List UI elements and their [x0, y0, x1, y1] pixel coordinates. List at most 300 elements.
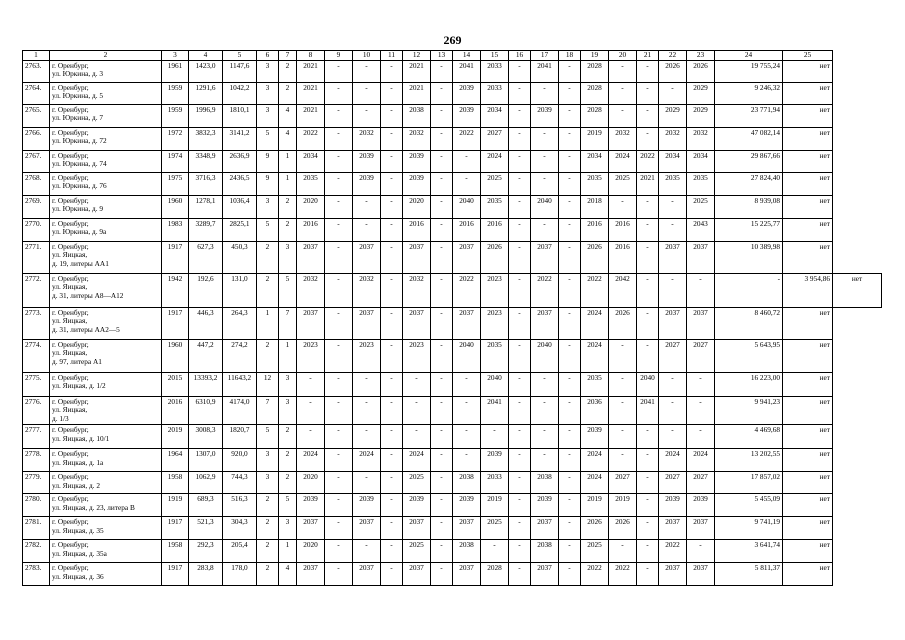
- table-cell: 2020: [403, 195, 431, 218]
- table-cell: 2037: [453, 563, 481, 586]
- table-cell: -: [381, 372, 403, 396]
- table-cell: 2016: [162, 396, 189, 425]
- address-cell: г. Оренбург, ул. Яицкая, д. 1а: [50, 449, 162, 472]
- table-row: [23, 172, 882, 195]
- table-cell: 1919: [162, 494, 189, 517]
- table-cell: 2039: [531, 494, 559, 517]
- table-cell: -: [531, 449, 559, 472]
- table-cell: -: [431, 273, 453, 307]
- table-cell: -: [637, 307, 659, 339]
- table-row: [23, 563, 882, 586]
- table-cell: -: [325, 195, 353, 218]
- table-cell: 3832,3: [189, 127, 223, 150]
- table-cell: -: [509, 150, 531, 172]
- table-cell: -: [509, 104, 531, 127]
- table-cell: -: [353, 540, 381, 563]
- table-cell: 2032: [353, 127, 381, 150]
- table-cell: -: [509, 472, 531, 494]
- column-number-cell: 13: [431, 51, 453, 61]
- table-cell: 1917: [162, 241, 189, 273]
- column-number-cell: 21: [637, 51, 659, 61]
- table-cell: 2032: [659, 127, 687, 150]
- table-cell: 2039: [687, 494, 715, 517]
- table-cell: 2035: [481, 339, 509, 372]
- table-cell: нет: [783, 494, 833, 517]
- table-cell: 2037: [353, 307, 381, 339]
- table-cell: 2025: [481, 172, 509, 195]
- table-cell: 2024: [403, 449, 431, 472]
- table-cell: 2037: [297, 517, 325, 540]
- table-cell: 2: [279, 218, 297, 241]
- table-cell: 2039: [297, 494, 325, 517]
- column-number-cell: 17: [531, 51, 559, 61]
- table-cell: 2026: [609, 517, 637, 540]
- table-row: [23, 104, 882, 127]
- table-cell: -: [609, 104, 637, 127]
- table-cell: 2028: [481, 563, 509, 586]
- table-row: [23, 517, 882, 540]
- column-number-cell: 5: [223, 51, 257, 61]
- column-number-cell: 3: [162, 51, 189, 61]
- table-cell: 2024: [581, 307, 609, 339]
- table-cell: -: [509, 241, 531, 273]
- table-cell: -: [381, 127, 403, 150]
- table-cell: -: [509, 396, 531, 425]
- table-cell: 2034: [481, 104, 509, 127]
- table-cell: -: [431, 396, 453, 425]
- table-row: [23, 127, 882, 150]
- table-cell: 2024: [297, 449, 325, 472]
- table-cell: 1964: [162, 449, 189, 472]
- table-cell: 2039: [659, 494, 687, 517]
- table-cell: 2020: [297, 195, 325, 218]
- table-cell: 2018: [581, 195, 609, 218]
- table-cell: -: [609, 60, 637, 82]
- table-cell: -: [453, 172, 481, 195]
- table-cell: 2025: [481, 517, 509, 540]
- table-cell: 2035: [659, 172, 687, 195]
- table-cell: 2: [257, 339, 279, 372]
- table-cell: 5: [257, 218, 279, 241]
- table-cell: -: [559, 339, 581, 372]
- table-cell: 2636,9: [223, 150, 257, 172]
- row-number-cell: 2765.: [23, 104, 50, 127]
- address-cell: г. Оренбург, ул. Яицкая, д. 2: [50, 472, 162, 494]
- table-cell: 2041: [531, 60, 559, 82]
- address-cell: г. Оренбург, ул. Яицкая, д. 1/2: [50, 372, 162, 396]
- table-cell: -: [559, 517, 581, 540]
- table-cell: -: [637, 82, 659, 104]
- table-cell: -: [381, 517, 403, 540]
- table-cell: 5: [279, 494, 297, 517]
- table-cell: 13393,2: [189, 372, 223, 396]
- table-cell: -: [559, 396, 581, 425]
- table-cell: -: [637, 517, 659, 540]
- table-cell: -: [381, 104, 403, 127]
- table-cell: -: [325, 218, 353, 241]
- table-cell: 4: [279, 127, 297, 150]
- table-cell: 2022: [453, 273, 481, 307]
- table-cell: 2043: [687, 218, 715, 241]
- table-cell: 2026: [481, 241, 509, 273]
- table-cell: 2040: [453, 195, 481, 218]
- table-cell: -: [431, 494, 453, 517]
- table-cell: 1958: [162, 472, 189, 494]
- table-cell: -: [325, 396, 353, 425]
- table-cell: 2021: [297, 82, 325, 104]
- table-cell: -: [431, 218, 453, 241]
- table-cell: 5: [257, 127, 279, 150]
- table-cell: 2040: [481, 372, 509, 396]
- row-number-cell: 2779.: [23, 472, 50, 494]
- table-cell: -: [297, 425, 325, 449]
- table-cell: нет: [783, 241, 833, 273]
- table-cell: 627,3: [189, 241, 223, 273]
- table-cell: 2036: [581, 396, 609, 425]
- table-cell: 9 941,23: [715, 396, 783, 425]
- table-cell: 10 389,98: [715, 241, 783, 273]
- table-cell: 2033: [481, 472, 509, 494]
- table-cell: -: [297, 396, 325, 425]
- table-cell: -: [609, 339, 637, 372]
- address-cell: г. Оренбург, ул. Юркина, д. 76: [50, 172, 162, 195]
- table-cell: 2023: [353, 339, 381, 372]
- table-cell: нет: [783, 472, 833, 494]
- table-cell: 2025: [403, 472, 431, 494]
- table-cell: -: [431, 339, 453, 372]
- table-cell: -: [509, 273, 531, 307]
- table-cell: -: [381, 494, 403, 517]
- table-cell: 3: [257, 449, 279, 472]
- table-cell: -: [509, 218, 531, 241]
- table-cell: -: [453, 425, 481, 449]
- table-row: [23, 150, 882, 172]
- table-row: [23, 449, 882, 472]
- table-cell: 5 643,95: [715, 339, 783, 372]
- table-cell: -: [559, 104, 581, 127]
- table-cell: -: [687, 372, 715, 396]
- table-cell: -: [325, 372, 353, 396]
- table-cell: 2019: [481, 494, 509, 517]
- table-cell: нет: [783, 396, 833, 425]
- table-cell: -: [325, 472, 353, 494]
- table-cell: 12: [257, 372, 279, 396]
- table-cell: 2022: [659, 540, 687, 563]
- table-row: [23, 241, 882, 273]
- table-cell: 2033: [481, 60, 509, 82]
- table-cell: -: [381, 425, 403, 449]
- table-cell: 2: [257, 273, 279, 307]
- table-cell: 2025: [687, 195, 715, 218]
- table-cell: -: [325, 425, 353, 449]
- table-cell: -: [353, 218, 381, 241]
- table-cell: 2035: [581, 372, 609, 396]
- table-cell: -: [381, 218, 403, 241]
- table-cell: -: [325, 307, 353, 339]
- table-cell: нет: [783, 60, 833, 82]
- table-cell: -: [381, 195, 403, 218]
- table-cell: 2023: [481, 273, 509, 307]
- address-cell: г. Оренбург, ул. Яицкая, д. 10/1: [50, 425, 162, 449]
- row-number-cell: 2781.: [23, 517, 50, 540]
- row-number-cell: 2773.: [23, 307, 50, 339]
- table-row: [23, 472, 882, 494]
- table-cell: 2023: [403, 339, 431, 372]
- table-cell: -: [637, 472, 659, 494]
- table-cell: 4: [279, 104, 297, 127]
- table-cell: 205,4: [223, 540, 257, 563]
- table-cell: -: [637, 563, 659, 586]
- table-cell: 2025: [609, 172, 637, 195]
- table-cell: 2037: [687, 517, 715, 540]
- table-cell: 2035: [297, 172, 325, 195]
- table-cell: -: [637, 195, 659, 218]
- table-cell: 1: [279, 540, 297, 563]
- row-number-cell: 2780.: [23, 494, 50, 517]
- table-cell: нет: [783, 150, 833, 172]
- table-cell: -: [431, 540, 453, 563]
- table-cell: 2037: [453, 307, 481, 339]
- table-cell: -: [403, 372, 431, 396]
- table-cell: 8 939,08: [715, 195, 783, 218]
- table-cell: 1972: [162, 127, 189, 150]
- table-cell: 2040: [531, 195, 559, 218]
- table-cell: -: [431, 241, 453, 273]
- table-cell: 2024: [687, 449, 715, 472]
- address-cell: г. Оренбург, ул. Юркина, д. 74: [50, 150, 162, 172]
- table-cell: 3: [257, 60, 279, 82]
- row-number-cell: 2764.: [23, 82, 50, 104]
- table-cell: -: [325, 449, 353, 472]
- table-cell: -: [325, 563, 353, 586]
- column-number-cell: 1: [23, 51, 50, 61]
- table-cell: -: [637, 218, 659, 241]
- table-cell: 2024: [481, 150, 509, 172]
- table-cell: 2039: [353, 150, 381, 172]
- table-cell: 2029: [687, 104, 715, 127]
- table-cell: 1960: [162, 195, 189, 218]
- table-cell: 1423,0: [189, 60, 223, 82]
- table-cell: 2024: [353, 449, 381, 472]
- table-cell: нет: [783, 540, 833, 563]
- table-cell: 2040: [531, 339, 559, 372]
- table-cell: -: [325, 241, 353, 273]
- table-cell: 2028: [581, 60, 609, 82]
- table-cell: нет: [833, 273, 882, 307]
- table-cell: -: [381, 172, 403, 195]
- table-cell: 2020: [297, 540, 325, 563]
- column-number-cell: 7: [279, 51, 297, 61]
- address-cell: г. Оренбург, ул. Юркина, д. 5: [50, 82, 162, 104]
- table-cell: 2038: [403, 104, 431, 127]
- table-cell: 7: [257, 396, 279, 425]
- table-cell: -: [431, 172, 453, 195]
- table-cell: 2029: [687, 82, 715, 104]
- table-cell: 1983: [162, 218, 189, 241]
- table-cell: 2039: [581, 425, 609, 449]
- table-cell: 2037: [659, 517, 687, 540]
- table-cell: 2034: [687, 150, 715, 172]
- table-cell: 2035: [687, 172, 715, 195]
- table-cell: -: [381, 449, 403, 472]
- table-cell: -: [559, 449, 581, 472]
- table-cell: 264,3: [223, 307, 257, 339]
- table-cell: 2037: [403, 307, 431, 339]
- table-cell: 47 082,14: [715, 127, 783, 150]
- table-cell: 2027: [659, 339, 687, 372]
- table-cell: -: [453, 449, 481, 472]
- table-cell: 2037: [353, 517, 381, 540]
- row-number-cell: 2777.: [23, 425, 50, 449]
- table-cell: 2022: [581, 273, 609, 307]
- address-cell: г. Оренбург, ул. Яицкая, д. 35: [50, 517, 162, 540]
- table-cell: -: [509, 307, 531, 339]
- table-cell: -: [687, 425, 715, 449]
- table-cell: 2022: [637, 150, 659, 172]
- table-row: [23, 494, 882, 517]
- table-cell: -: [381, 563, 403, 586]
- table-cell: -: [431, 82, 453, 104]
- table-cell: -: [531, 372, 559, 396]
- table-cell: 2028: [581, 104, 609, 127]
- table-cell: 2041: [481, 396, 509, 425]
- table-cell: 131,0: [223, 273, 257, 307]
- table-cell: 1042,2: [223, 82, 257, 104]
- table-cell: -: [325, 339, 353, 372]
- table-cell: 23 771,94: [715, 104, 783, 127]
- table-cell: -: [637, 425, 659, 449]
- table-cell: 2032: [609, 127, 637, 150]
- table-cell: -: [509, 372, 531, 396]
- table-cell: 2041: [453, 60, 481, 82]
- table-cell: -: [431, 60, 453, 82]
- table-cell: 3289,7: [189, 218, 223, 241]
- table-cell: 2023: [481, 307, 509, 339]
- table-cell: 2037: [453, 517, 481, 540]
- table-cell: 2021: [637, 172, 659, 195]
- table-cell: -: [509, 563, 531, 586]
- table-cell: -: [431, 127, 453, 150]
- table-cell: 5 455,09: [715, 494, 783, 517]
- table-cell: 2016: [297, 218, 325, 241]
- table-cell: -: [431, 104, 453, 127]
- table-cell: -: [453, 372, 481, 396]
- table-cell: 3: [279, 241, 297, 273]
- housing-register-table: [22, 50, 882, 586]
- table-cell: -: [381, 339, 403, 372]
- column-number-row: [23, 51, 882, 61]
- table-cell: 2022: [531, 273, 559, 307]
- table-cell: -: [559, 425, 581, 449]
- table-cell: 2: [279, 195, 297, 218]
- table-cell: 3716,3: [189, 172, 223, 195]
- table-cell: -: [353, 425, 381, 449]
- table-cell: 5: [257, 425, 279, 449]
- table-cell: нет: [783, 372, 833, 396]
- table-cell: -: [353, 104, 381, 127]
- table-cell: -: [509, 517, 531, 540]
- table-cell: -: [637, 60, 659, 82]
- table-cell: 2037: [531, 307, 559, 339]
- table-cell: 2020: [297, 472, 325, 494]
- table-cell: -: [559, 372, 581, 396]
- table-cell: 2025: [403, 540, 431, 563]
- table-cell: -: [531, 127, 559, 150]
- table-cell: -: [325, 517, 353, 540]
- table-cell: -: [325, 172, 353, 195]
- table-cell: -: [531, 218, 559, 241]
- table-cell: 1: [279, 172, 297, 195]
- table-cell: 9 741,19: [715, 517, 783, 540]
- row-number-cell: 2776.: [23, 396, 50, 425]
- table-cell: 5: [279, 273, 297, 307]
- table-cell: 1: [279, 339, 297, 372]
- table-cell: нет: [783, 517, 833, 540]
- table-cell: -: [659, 396, 687, 425]
- column-number-cell: 23: [687, 51, 715, 61]
- table-cell: 521,3: [189, 517, 223, 540]
- table-cell: 1917: [162, 307, 189, 339]
- table-cell: 2037: [403, 563, 431, 586]
- table-cell: 2027: [609, 472, 637, 494]
- table-cell: 2019: [609, 494, 637, 517]
- table-cell: -: [637, 104, 659, 127]
- table-cell: 1959: [162, 104, 189, 127]
- table-cell: -: [559, 127, 581, 150]
- table-cell: 1960: [162, 339, 189, 372]
- row-number-cell: 2769.: [23, 195, 50, 218]
- table-cell: -: [403, 425, 431, 449]
- table-cell: 2024: [581, 472, 609, 494]
- table-cell: 2016: [481, 218, 509, 241]
- table-cell: -: [687, 540, 715, 563]
- table-cell: 3141,2: [223, 127, 257, 150]
- table-cell: 2034: [659, 150, 687, 172]
- address-cell: г. Оренбург, ул. Яицкая, д. 1/3: [50, 396, 162, 425]
- table-cell: -: [381, 150, 403, 172]
- table-row: [23, 339, 882, 372]
- table-cell: -: [715, 273, 783, 307]
- table-cell: 2032: [687, 127, 715, 150]
- table-cell: 1147,6: [223, 60, 257, 82]
- table-cell: 19 755,24: [715, 60, 783, 82]
- table-cell: 1961: [162, 60, 189, 82]
- table-cell: 2: [279, 82, 297, 104]
- table-cell: нет: [783, 82, 833, 104]
- table-cell: нет: [783, 172, 833, 195]
- table-cell: -: [531, 82, 559, 104]
- table-cell: 13 202,55: [715, 449, 783, 472]
- table-cell: -: [559, 241, 581, 273]
- table-cell: 1: [279, 150, 297, 172]
- table-cell: -: [325, 273, 353, 307]
- table-cell: -: [531, 150, 559, 172]
- table-cell: -: [325, 82, 353, 104]
- table-cell: 2022: [581, 563, 609, 586]
- table-cell: нет: [783, 425, 833, 449]
- table-cell: -: [559, 218, 581, 241]
- table-cell: 2: [279, 60, 297, 82]
- table-cell: 2027: [687, 339, 715, 372]
- table-row: [23, 307, 882, 339]
- table-cell: -: [509, 195, 531, 218]
- table-cell: -: [453, 150, 481, 172]
- table-cell: 2037: [687, 241, 715, 273]
- column-number-cell: 16: [509, 51, 531, 61]
- table-cell: -: [559, 472, 581, 494]
- table-cell: 2039: [403, 150, 431, 172]
- table-cell: 2: [257, 540, 279, 563]
